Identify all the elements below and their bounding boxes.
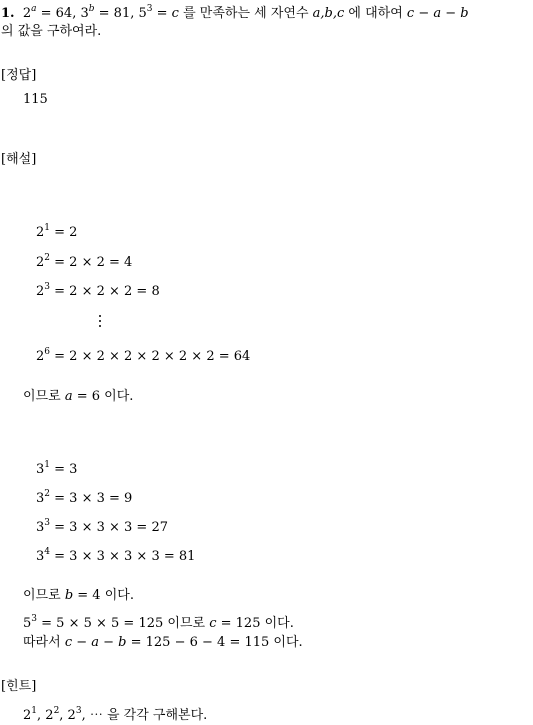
power-exp: 4 — [44, 547, 51, 557]
problem-expression: c − a − b — [406, 6, 469, 21]
problem-text: 2 — [22, 6, 32, 21]
problem-var-c: c — [171, 6, 179, 21]
power-base: 3 — [36, 462, 45, 477]
conclusion-text: = 5 × 5 × 5 = 125 이므로 — [37, 616, 210, 631]
power-rhs: = 3 × 3 × 3 = 27 — [50, 520, 168, 535]
power-rhs: = 3 — [50, 462, 78, 477]
power-of-2-line — [36, 219, 77, 242]
conclusion-c — [23, 610, 294, 633]
problem-text: 의 값을 구하여라. — [1, 24, 102, 39]
answer-value: 115 — [23, 92, 48, 107]
problem-exp-b: b — [88, 4, 95, 14]
conclusion-text: = 125 이다. — [216, 616, 294, 631]
conclusion-text: 이므로 — [23, 588, 65, 603]
power-base: 2 — [36, 225, 45, 240]
power-of-3-line — [36, 514, 168, 537]
power-base: 5 — [23, 616, 32, 631]
power-exp: 3 — [44, 518, 51, 528]
power-of-2-line — [36, 278, 160, 301]
power-rhs: = 2 × 2 = 4 — [50, 255, 133, 270]
power-exp: 1 — [44, 460, 51, 470]
power-of-3-line — [36, 485, 132, 508]
power-base: 3 — [36, 549, 45, 564]
power-exp: 2 — [44, 253, 51, 263]
power-rhs: = 2 × 2 × 2 = 8 — [50, 284, 160, 299]
power-base: 3 — [36, 491, 45, 506]
hint-text — [23, 702, 207, 725]
hint-tail: , ⋯ 을 각각 구해본다. — [81, 708, 208, 723]
problem-text: = 81, 5 — [94, 6, 147, 21]
hint-exp: 3 — [75, 706, 82, 716]
problem-line-2 — [1, 23, 101, 41]
power-of-3-line — [36, 543, 195, 566]
power-rhs: = 2 — [50, 225, 78, 240]
conclusion-var: a — [64, 389, 73, 404]
power-rhs: = 3 × 3 × 3 × 3 = 81 — [50, 549, 196, 564]
problem-line-1 — [1, 0, 469, 23]
power-base: 2 — [36, 349, 45, 364]
conclusion-text: 이므로 — [23, 389, 65, 404]
final-text: = 125 − 6 − 4 = 115 이다. — [126, 635, 303, 650]
power-of-3-line — [36, 456, 77, 479]
hint-base: 2 — [23, 708, 32, 723]
solution-header: [해설] — [1, 152, 37, 167]
conclusion-text: = 4 이다. — [73, 588, 134, 603]
problem-text: 에 대하여 — [344, 6, 407, 21]
power-exp: 3 — [44, 282, 51, 292]
conclusion-a — [23, 388, 133, 406]
power-base: 2 — [36, 284, 45, 299]
conclusion-b — [23, 587, 134, 605]
hint-exp: 1 — [31, 706, 38, 716]
problem-exp-a: a — [31, 4, 37, 14]
problem-exp-3: 3 — [146, 4, 153, 14]
hint-sep: , 2 — [59, 708, 76, 723]
hint-sep: , 2 — [37, 708, 54, 723]
problem-number: 1. — [1, 6, 15, 21]
problem-text: = — [152, 6, 172, 21]
conclusion-var: c — [209, 616, 217, 631]
final-text: 따라서 — [23, 635, 65, 650]
vertical-ellipsis — [98, 312, 102, 330]
answer-header: [정답] — [1, 68, 37, 83]
power-of-2-line — [36, 343, 250, 366]
conclusion-var: b — [64, 588, 74, 603]
problem-vars: a,b,c — [312, 6, 345, 21]
power-exp: 1 — [44, 223, 51, 233]
power-rhs: = 2 × 2 × 2 × 2 × 2 × 2 = 64 — [50, 349, 251, 364]
problem-text: = 64, 3 — [36, 6, 89, 21]
power-exp: 6 — [44, 347, 51, 357]
power-base: 2 — [36, 255, 45, 270]
conclusion-text: = 6 이다. — [72, 389, 134, 404]
problem-text: 를 만족하는 세 자연수 — [178, 6, 313, 21]
power-of-2-line — [36, 249, 132, 272]
power-rhs: = 3 × 3 = 9 — [50, 491, 133, 506]
power-base: 3 — [36, 520, 45, 535]
final-expression: c − a − b — [64, 635, 127, 650]
hint-exp: 2 — [53, 706, 60, 716]
power-exp: 3 — [31, 614, 38, 624]
final-result — [23, 634, 303, 652]
power-exp: 2 — [44, 489, 51, 499]
hint-header: [힌트] — [1, 679, 37, 694]
